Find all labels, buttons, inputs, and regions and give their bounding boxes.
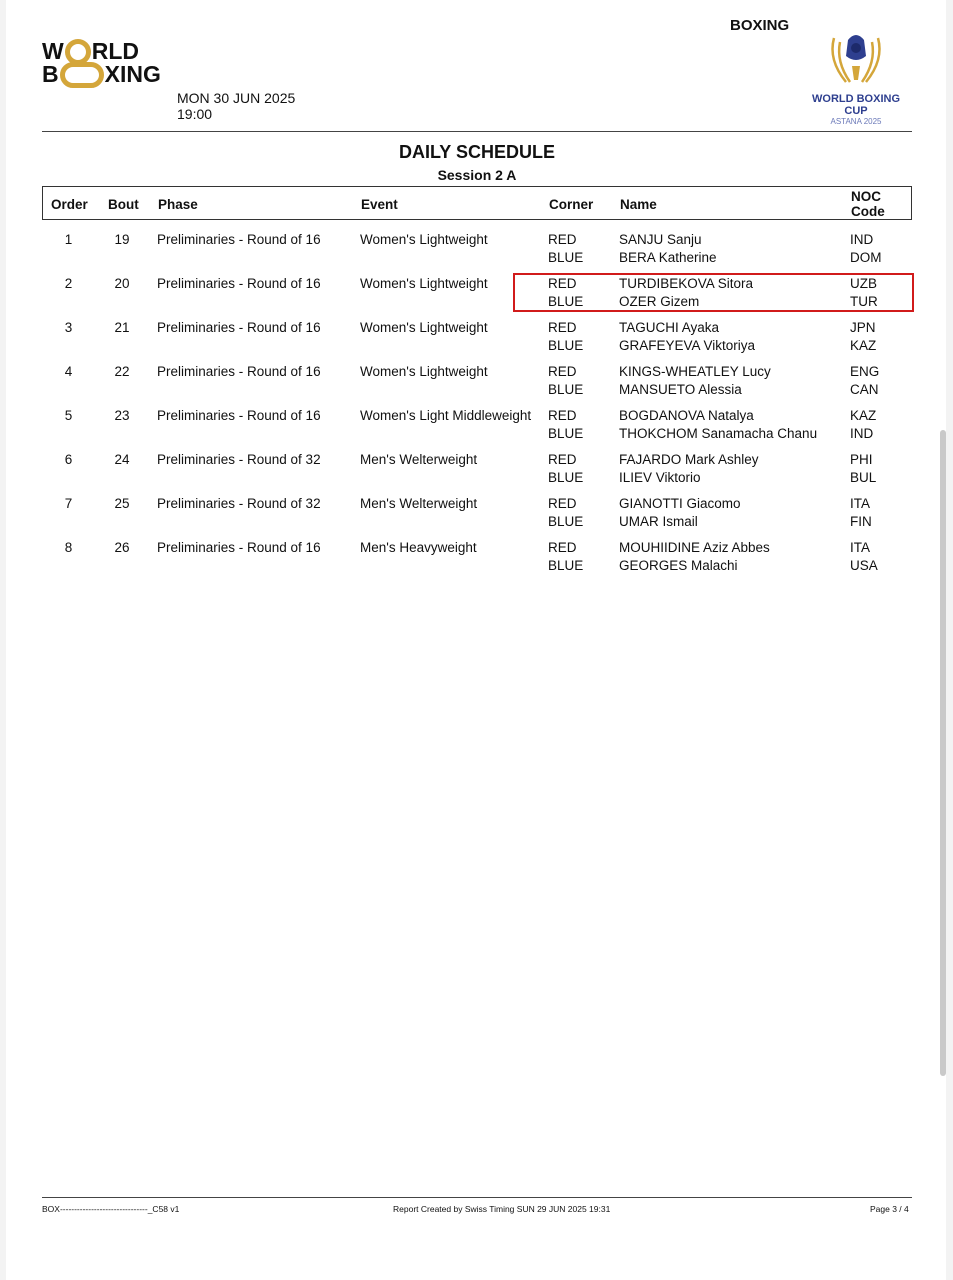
cell-corner-blue-corner: BLUE <box>548 381 584 397</box>
cell-noc <box>850 539 878 574</box>
cell-noc-blue-noc: KAZ <box>850 337 877 353</box>
world-boxing-logo <box>42 40 161 86</box>
cell-event <box>360 275 488 293</box>
cell-noc-blue-noc: DOM <box>850 249 882 265</box>
cell-noc <box>850 319 876 354</box>
cell-noc-blue-noc: BUL <box>850 469 877 485</box>
cell-order-order: 8 <box>64 540 73 555</box>
table-row <box>42 231 922 271</box>
cell-name-red-name: SANJU Sanju <box>619 232 702 247</box>
cell-phase-phase: Preliminaries - Round of 16 <box>157 540 321 555</box>
cell-name-blue-name: BERA Katherine <box>619 249 717 265</box>
col-name: Name <box>620 197 657 212</box>
cell-phase <box>157 451 321 469</box>
cell-corner <box>548 363 583 398</box>
cell-name-blue-name: GEORGES Malachi <box>619 557 738 573</box>
cell-corner-red-corner: RED <box>548 364 577 379</box>
cup-subtitle: ASTANA 2025 <box>830 117 882 126</box>
cell-noc <box>850 495 872 530</box>
cell-order-order: 5 <box>64 408 73 423</box>
cell-corner-red-corner: RED <box>548 540 577 555</box>
cell-name-red-name: FAJARDO Mark Ashley <box>619 452 759 467</box>
cell-order-order: 7 <box>64 496 73 511</box>
cell-order-order: 6 <box>64 452 73 467</box>
cell-phase-phase: Preliminaries - Round of 16 <box>157 320 321 335</box>
cell-order-order: 1 <box>64 232 73 247</box>
cell-noc-red-noc: ITA <box>850 540 870 555</box>
cell-phase-phase: Preliminaries - Round of 32 <box>157 496 321 511</box>
cell-corner <box>548 319 583 354</box>
cell-order <box>42 539 95 557</box>
cell-bout-bout: 25 <box>114 496 130 511</box>
cell-noc-blue-noc: USA <box>850 557 878 573</box>
cell-event-event: Women's Light Middleweight <box>360 408 532 423</box>
cell-name-red-name: TAGUCHI Ayaka <box>619 320 720 335</box>
table-header <box>42 186 912 220</box>
cell-name-red-name: TURDIBEKOVA Sitora <box>619 276 754 291</box>
document-page <box>6 0 946 1280</box>
cell-bout <box>95 231 149 249</box>
logo-letters-xing: XING <box>104 61 161 87</box>
cell-phase <box>157 363 321 381</box>
cell-noc-red-noc: ENG <box>850 364 880 379</box>
cell-noc-red-noc: IND <box>850 232 874 247</box>
cell-bout-bout: 20 <box>114 276 130 291</box>
col-noc-line2: Code <box>851 204 885 219</box>
cell-noc <box>850 363 879 398</box>
logo-letter-b: B <box>42 61 59 87</box>
cell-bout-bout: 22 <box>114 364 130 379</box>
cell-name <box>619 407 817 442</box>
cell-name-blue-name: UMAR Ismail <box>619 513 698 529</box>
cell-noc-red-noc: PHI <box>850 452 873 467</box>
cell-corner-red-corner: RED <box>548 408 577 423</box>
cell-event <box>360 231 488 249</box>
cell-bout-bout: 24 <box>114 452 130 467</box>
cell-event-event: Women's Lightweight <box>360 320 488 335</box>
cell-corner-red-corner: RED <box>548 276 577 291</box>
cell-corner-blue-corner: BLUE <box>548 513 584 529</box>
cell-corner-blue-corner: BLUE <box>548 249 584 265</box>
col-phase: Phase <box>158 197 198 212</box>
cell-event <box>360 495 477 513</box>
table-row <box>42 407 922 447</box>
cell-corner <box>548 407 583 442</box>
col-noc <box>851 189 885 219</box>
cell-event <box>360 407 531 425</box>
col-noc-line1: NOC <box>851 189 881 204</box>
document-title: DAILY SCHEDULE <box>398 142 556 162</box>
cell-phase <box>157 407 321 425</box>
cell-name-blue-name: ILIEV Viktorio <box>619 469 701 485</box>
table-row <box>42 319 922 359</box>
cell-order <box>42 319 95 337</box>
cell-phase <box>157 539 321 557</box>
cell-bout <box>95 495 149 513</box>
cell-name <box>619 495 741 530</box>
cell-noc-blue-noc: FIN <box>850 513 872 529</box>
cell-name <box>619 451 759 486</box>
cell-phase <box>157 275 321 293</box>
cell-order <box>42 451 95 469</box>
cell-bout-bout: 19 <box>114 232 130 247</box>
cell-name-red-name: BOGDANOVA Natalya <box>619 408 754 423</box>
cell-phase <box>157 495 321 513</box>
cell-order-order: 3 <box>64 320 73 335</box>
cell-bout-bout: 21 <box>114 320 130 335</box>
cell-event <box>360 319 488 337</box>
cell-event-event: Men's Welterweight <box>360 496 478 511</box>
cell-corner <box>548 495 583 530</box>
cell-noc <box>850 451 876 486</box>
cell-bout <box>95 319 149 337</box>
cell-noc-red-noc: JPN <box>850 320 876 335</box>
cell-phase <box>157 231 321 249</box>
cup-title: WORLD BOXING CUP <box>812 93 900 117</box>
cell-bout <box>95 407 149 425</box>
cell-name <box>619 319 755 354</box>
highlight-box <box>513 273 914 312</box>
cell-event-event: Women's Lightweight <box>360 232 488 247</box>
logo-ring-wide-icon <box>60 62 104 88</box>
cell-name-red-name: GIANOTTI Giacomo <box>619 496 741 511</box>
cell-bout <box>95 451 149 469</box>
footer-divider <box>42 1197 912 1198</box>
cell-name-blue-name: GRAFEYEVA Viktoriya <box>619 337 756 353</box>
header-divider <box>42 131 912 132</box>
col-event: Event <box>361 197 398 212</box>
cell-name <box>619 539 770 574</box>
cell-corner <box>548 231 583 266</box>
cell-order-order: 2 <box>64 276 73 291</box>
cell-order <box>42 363 95 381</box>
footer-doc-code: BOX-------------------------------_C58 v1 <box>42 1204 180 1214</box>
cell-phase-phase: Preliminaries - Round of 32 <box>157 452 321 467</box>
cell-bout-bout: 26 <box>114 540 130 555</box>
cell-name-red-name: KINGS-WHEATLEY Lucy <box>619 364 771 379</box>
table-row <box>42 539 922 579</box>
cell-noc-blue-noc: CAN <box>850 381 879 397</box>
cell-order <box>42 407 95 425</box>
logo-ring-icon <box>65 39 91 65</box>
cell-event <box>360 363 488 381</box>
cell-corner <box>548 451 583 486</box>
cell-noc-red-noc: KAZ <box>850 408 877 423</box>
cell-noc <box>850 231 882 266</box>
cell-noc-red-noc: ITA <box>850 496 870 511</box>
cell-corner-red-corner: RED <box>548 232 577 247</box>
cell-event-event: Men's Welterweight <box>360 452 478 467</box>
schedule-date: MON 30 JUN 2025 <box>177 90 296 106</box>
cell-order <box>42 275 95 293</box>
cell-corner-blue-corner: BLUE <box>548 337 584 353</box>
cell-order <box>42 231 95 249</box>
cell-bout <box>95 363 149 381</box>
schedule-datetime <box>177 90 295 122</box>
logo-letter-w: W <box>42 38 64 64</box>
sport-label: BOXING <box>730 17 790 34</box>
cell-name <box>619 363 771 398</box>
cell-corner-blue-corner: BLUE <box>548 469 584 485</box>
cell-corner-blue-corner: BLUE <box>548 557 584 573</box>
cell-phase <box>157 319 321 337</box>
cell-name-blue-name: THOKCHOM Sanamacha Chanu <box>619 425 818 441</box>
cell-order-order: 4 <box>64 364 73 379</box>
logo-letters-rld: RLD <box>91 38 139 64</box>
cell-corner-blue-corner: BLUE <box>548 293 584 309</box>
cell-event-event: Men's Heavyweight <box>360 540 477 555</box>
cell-event <box>360 451 477 469</box>
cell-corner-red-corner: RED <box>548 320 577 335</box>
cell-bout-bout: 23 <box>114 408 130 423</box>
cell-phase-phase: Preliminaries - Round of 16 <box>157 408 321 423</box>
cell-noc-red-noc: UZB <box>850 276 877 291</box>
cell-phase-phase: Preliminaries - Round of 16 <box>157 276 321 291</box>
cell-corner <box>548 539 583 574</box>
footer-page: Page 3 / 4 <box>870 1204 909 1214</box>
world-boxing-cup-logo <box>800 30 912 127</box>
col-order: Order <box>51 197 88 212</box>
cell-bout <box>95 539 149 557</box>
cell-bout <box>95 275 149 293</box>
cell-corner-red-corner: RED <box>548 496 577 511</box>
cell-order <box>42 495 95 513</box>
table-row <box>42 451 922 491</box>
scrollbar[interactable] <box>940 430 946 1076</box>
table-row <box>42 363 922 403</box>
cell-name-red-name: MOUHIIDINE Aziz Abbes <box>619 540 770 555</box>
cell-noc-blue-noc: IND <box>850 425 874 441</box>
cup-emblem-icon <box>824 30 888 86</box>
schedule-time: 19:00 <box>177 106 213 122</box>
session-label: Session 2 A <box>437 167 517 183</box>
col-corner: Corner <box>549 197 594 212</box>
cell-corner-blue-corner: BLUE <box>548 425 584 441</box>
cell-phase-phase: Preliminaries - Round of 16 <box>157 232 321 247</box>
cell-event-event: Women's Lightweight <box>360 276 488 291</box>
cell-name-blue-name: MANSUETO Alessia <box>619 381 742 397</box>
cell-event <box>360 539 477 557</box>
footer-created: Report Created by Swiss Timing SUN 29 JUN 2025 19:31 <box>393 1204 611 1214</box>
cell-noc-blue-noc: TUR <box>850 293 878 309</box>
cell-name-blue-name: OZER Gizem <box>619 293 700 309</box>
cell-noc <box>850 407 876 442</box>
col-bout: Bout <box>108 197 139 212</box>
cell-phase-phase: Preliminaries - Round of 16 <box>157 364 321 379</box>
cell-name <box>619 231 717 266</box>
cell-event-event: Women's Lightweight <box>360 364 488 379</box>
cell-corner-red-corner: RED <box>548 452 577 467</box>
table-row <box>42 495 922 535</box>
